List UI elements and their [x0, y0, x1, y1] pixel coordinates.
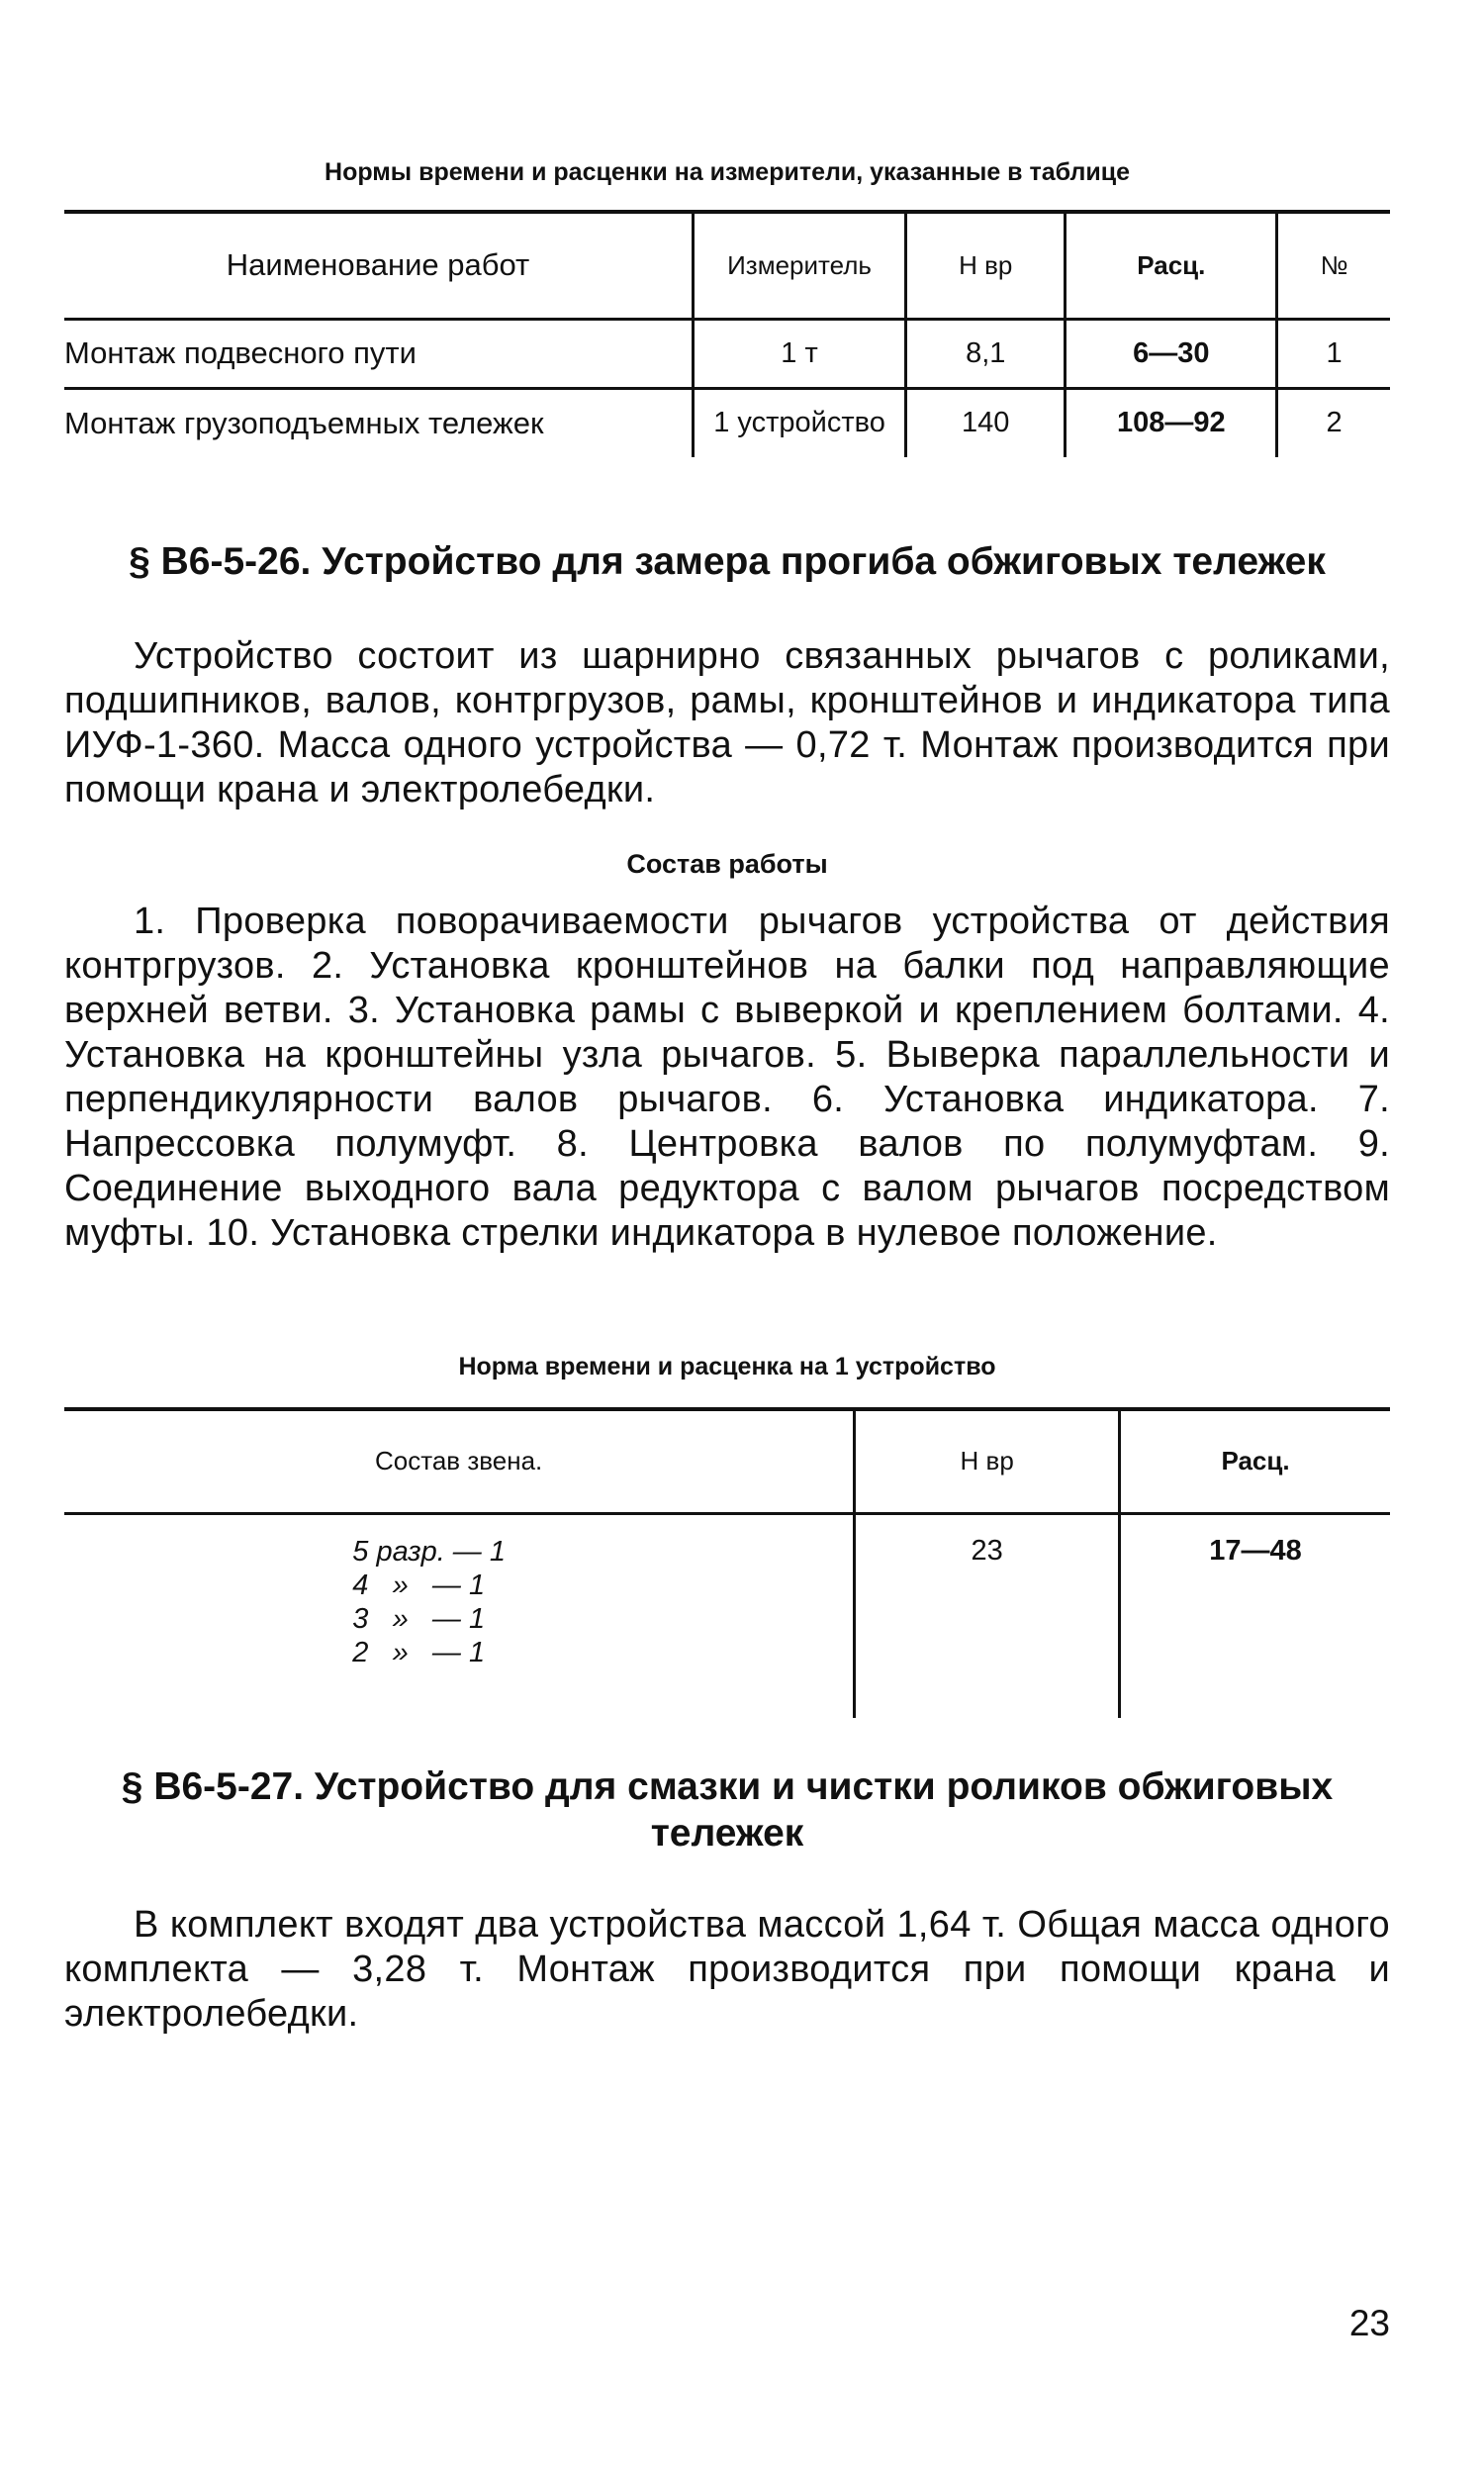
table1-caption: Нормы времени и расценки на измерители, указанные в таблице [325, 158, 1130, 186]
section-paragraph: Устройство состоит из шарнирно связанных рычагов с роликами, подшипников, валов, контргрузов, рамы, кронштейнов и индикатора типа ИУФ-1-360. Масса одного устройства — 0,72 т. Монтаж производится при помощи крана и электролебедки. [64, 635, 1390, 810]
table-header-row [64, 212, 1390, 319]
cell-num: 2 [1277, 388, 1390, 457]
table-row [64, 319, 1390, 388]
cell-hvr: 23 [855, 1513, 1120, 1718]
crew-list [352, 1535, 506, 1669]
work-composition-text: 1. Проверка поворачиваемости рычагов устройства от действия контргрузов. 2. Установка кронштейнов на балки под направляющие верхней ветви. 3. Установка рамы с выверкой и креплением болтами. 4. Установка на кронштейны узла рычагов. 5. Выверка параллельности и перпендикулярности валов рычагов. 6. Установка индикатора. 7. Напрессовка полумуфт. 8. Центровка валов по полумуфтам. 9. Соединение выходного вала редуктора с валом рычагов посредством муфты. 10. Установка стрелки индикатора в нулевое положение. [64, 901, 1390, 1254]
page-number: 23 [1348, 2303, 1390, 2343]
work-composition-heading: Состав работы [626, 849, 828, 879]
section-heading-b6-5-26: § В6-5-26. Устройство для замера прогиба обжиговых тележек [129, 540, 1326, 583]
cell-rate: 6—30 [1066, 319, 1277, 388]
cell-work-name: Монтаж грузоподъемных тележек [64, 405, 544, 440]
norms-table-2 [64, 1407, 1390, 1718]
cell-crew [64, 1513, 855, 1718]
crew-line: 4 » — 1 [352, 1569, 486, 1601]
cell-rate: 17—48 [1120, 1513, 1390, 1718]
crew-line: 3 » — 1 [352, 1602, 486, 1635]
header-rate: Расц. [1120, 1409, 1390, 1513]
table-row [64, 1513, 1390, 1718]
header-num: № [1277, 212, 1390, 319]
table-header-row [64, 1409, 1390, 1513]
header-work-name: Наименование работ [64, 212, 694, 319]
cell-measure: 1 устройство [694, 388, 906, 457]
crew-line: 2 » — 1 [352, 1636, 486, 1668]
header-hvr: Н вр [906, 212, 1066, 319]
header-measure: Измеритель [694, 212, 906, 319]
cell-measure: 1 т [694, 319, 906, 388]
table2-caption: Норма времени и расценка на 1 устройство [458, 1353, 996, 1380]
header-rate: Расц. [1066, 212, 1277, 319]
section-paragraph: В комплект входят два устройства массой 1,64 т. Общая масса одного комплекта — 3,28 т. Монтаж производится при помощи крана и электролебедки. [64, 1904, 1390, 2035]
table-row [64, 388, 1390, 457]
header-hvr: Н вр [855, 1409, 1120, 1513]
cell-rate: 108—92 [1066, 388, 1277, 457]
norms-table-1 [64, 210, 1390, 457]
cell-work-name: Монтаж подвесного пути [64, 319, 694, 388]
cell-num: 1 [1277, 319, 1390, 388]
header-crew: Состав звена. [64, 1409, 855, 1513]
section-heading-b6-5-27: § В6-5-27. Устройство для смазки и чистки роликов обжиговых тележек [121, 1765, 1334, 1855]
crew-line: 5 разр. — 1 [352, 1535, 506, 1568]
cell-hvr: 140 [906, 388, 1066, 457]
cell-hvr: 8,1 [906, 319, 1066, 388]
